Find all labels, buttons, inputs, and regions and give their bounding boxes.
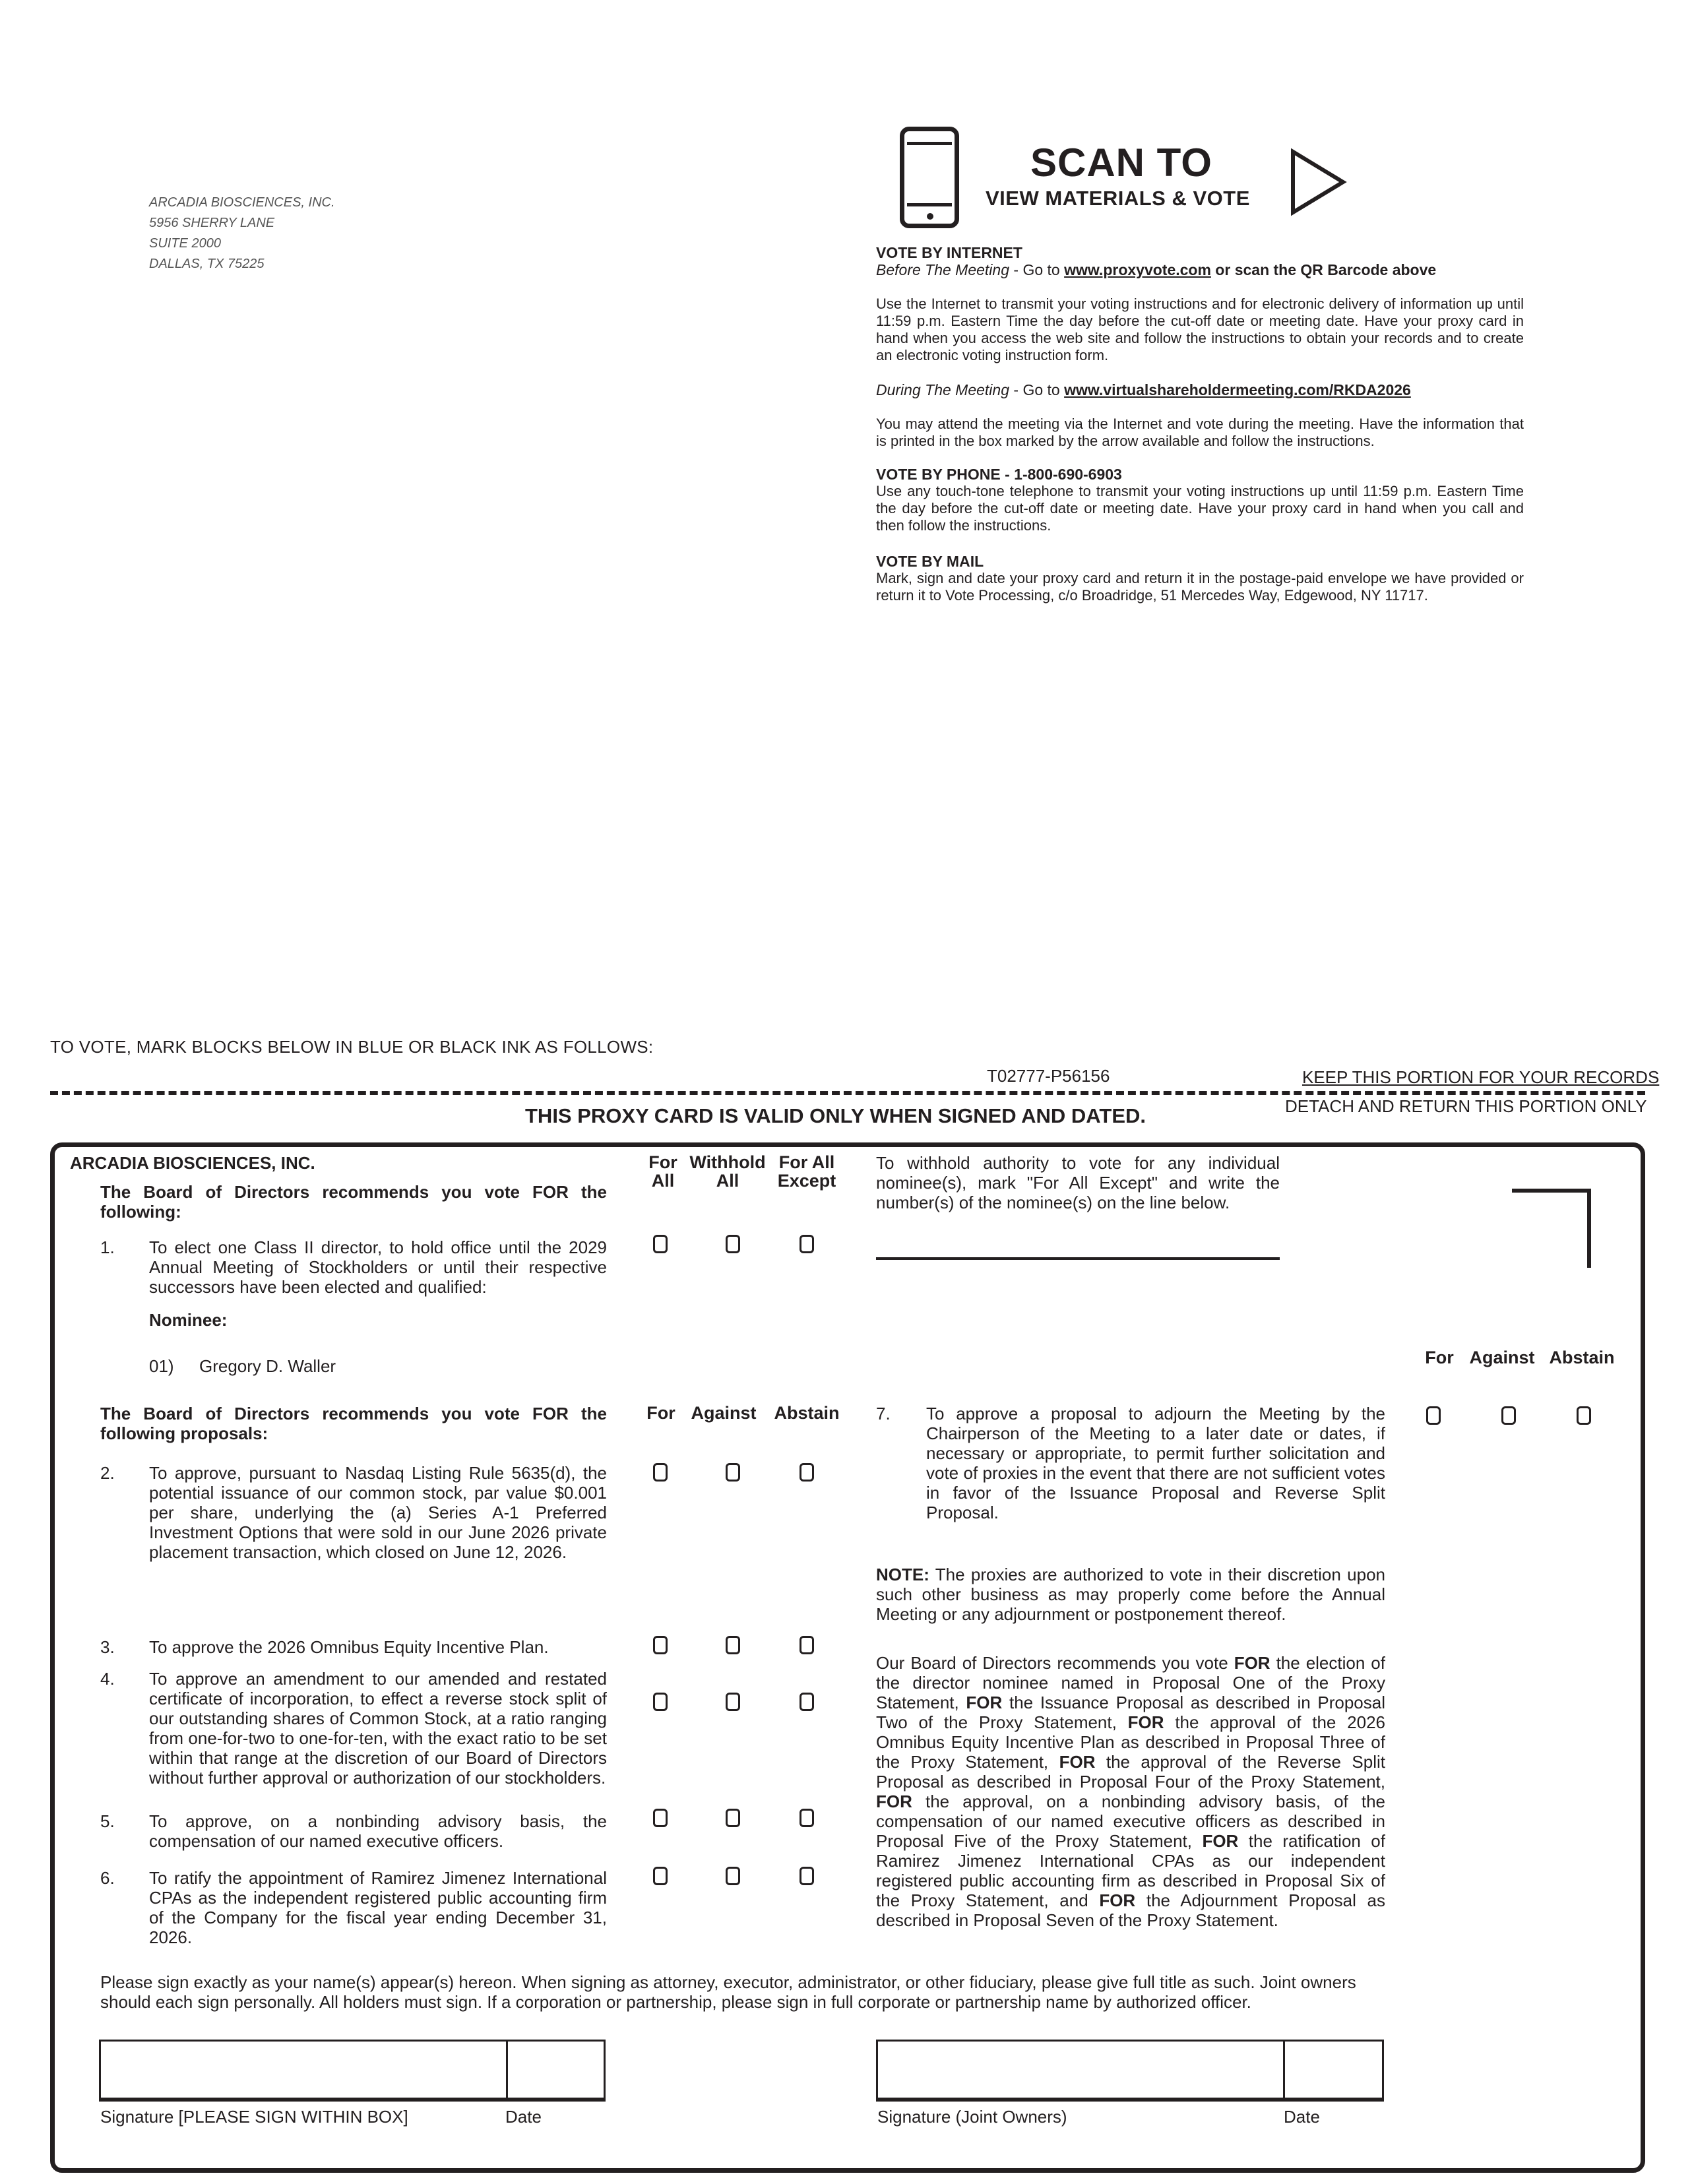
summary-text: the approval of the Reverse Split Proposal as described in Proposal Four of the Proxy Statement, [876, 1752, 1385, 1792]
item-1-for-all-checkbox[interactable] [653, 1235, 668, 1253]
address-line: ARCADIA BIOSCIENCES, INC. [149, 195, 335, 210]
item-2-text: To approve, pursuant to Nasdaq Listing Rule 5635(d), the potential issuance of our common stock, par value $0.001 per share, underlying the (a) Series A-1 Preferred Investment Options that were sold in our June 2026 private placement transaction, which closed on June 12, 2026. [149, 1463, 607, 1562]
item-3-text: To approve the 2026 Omnibus Equity Incentive Plan. [149, 1637, 549, 1657]
before-meeting-line [876, 261, 1524, 278]
summary-text: the ratification of Ramirez Jimenez International CPAs as our independent registered public accounting firm as described in Proposal Six of the Proxy Statement, and [876, 1831, 1385, 1910]
item-4-text: To approve an amendment to our amended and restated certificate of incorporation, to effect a reverse stock split of our outstanding shares of Common Stock, at a ratio ranging from one-for-two to one-for-ten, with the exact ratio to be set within that range at the discretion of our Board of Directors without further approval or authorization of our stockholders. [149, 1669, 607, 1788]
signature-box[interactable] [99, 2040, 606, 2102]
joint-signature-date-divider [1283, 2042, 1285, 2098]
summary-text: the Issuance Proposal as described in Proposal Two of the Proxy Statement, [876, 1693, 1385, 1732]
item-3-against-checkbox[interactable] [726, 1636, 740, 1654]
summary-text: the approval, on a nonbinding advisory basis, of the compensation of our named executive officers as described in Proposal Five of the Proxy Statement, [876, 1792, 1385, 1851]
item-7-against-checkbox[interactable] [1501, 1406, 1516, 1425]
summary-text: Our Board of Directors recommends you vote [876, 1653, 1234, 1673]
summary-text: the approval of the 2026 Omnibus Equity Incentive Plan as described in Proposal Three of the Proxy Statement, [876, 1712, 1385, 1772]
nominee-label: Nominee: [149, 1310, 228, 1330]
during-meeting-line [876, 381, 1524, 398]
note-label: NOTE: [876, 1565, 929, 1584]
item-1-for-all-except-checkbox[interactable] [800, 1235, 814, 1253]
item-1-withhold-all-checkbox[interactable] [726, 1235, 740, 1253]
proxy-card [50, 1142, 1645, 2173]
summary-for: FOR [1202, 1831, 1239, 1851]
item-5-number: 5. [100, 1811, 115, 1831]
vote-mail-heading: VOTE BY MAIL [876, 553, 984, 570]
item-1-number: 1. [100, 1237, 115, 1257]
item-3-for-checkbox[interactable] [653, 1636, 668, 1654]
play-arrow-icon [1289, 148, 1348, 216]
item-3-number: 3. [100, 1637, 115, 1657]
col-for-all: For All [648, 1152, 677, 1191]
virtual-meeting-link[interactable]: www.virtualshareholdermeeting.com/RKDA2026 [1064, 381, 1411, 398]
board-recommendation-2: The Board of Directors recommends you vote FOR the following proposals: [100, 1404, 607, 1443]
col-against: Against [691, 1403, 757, 1423]
col-for-all-except: For All Except [777, 1152, 836, 1191]
internet-body: Use the Internet to transmit your voting instructions and for electronic delivery of information up until 11:59 p.m. Eastern Time the day before the cut-off date or meeting date. Have your proxy card in hand when you access the web site and follow the instructions to obtain your records and to create an electronic voting instruction form. [876, 296, 1524, 363]
address-line: DALLAS, TX 75225 [149, 257, 265, 271]
item-7-text: To approve a proposal to adjourn the Meeting by the Chairperson of the Meeting to a later date or dates, if necessary or appropriate, to permit further solicitation and vote of proxies in the event that there are not sufficient votes in favor of the Issuance Proposal and Reverse Split Proposal. [926, 1404, 1385, 1522]
vote-phone-body: Use any touch-tone telephone to transmit your voting instructions up until 11:59 p.m. Eastern Time the day before the cut-off date or meeting date. Have your proxy card in hand when you call and then follow the instructions. [876, 483, 1524, 534]
address-line: SUITE 2000 [149, 236, 221, 251]
col-for: For [646, 1403, 675, 1423]
item-3-abstain-checkbox[interactable] [800, 1636, 814, 1654]
withhold-instructions: To withhold authority to vote for any individual nominee(s), mark "For All Except" and write the number(s) of the nominee(s) on the line below. [876, 1153, 1280, 1212]
item-5-for-checkbox[interactable] [653, 1809, 668, 1827]
proxyvote-link[interactable]: www.proxyvote.com [1064, 261, 1211, 278]
control-number: T02777-P56156 [987, 1066, 1110, 1086]
item-4-for-checkbox[interactable] [653, 1693, 668, 1711]
item-2-against-checkbox[interactable] [726, 1463, 740, 1482]
item-6-text: To ratify the appointment of Ramirez Jimenez International CPAs as the independent registered public accounting firm of the Company for the fiscal year ending December 31, 2026. [149, 1868, 607, 1947]
item-2-abstain-checkbox[interactable] [800, 1463, 814, 1482]
item-5-abstain-checkbox[interactable] [800, 1809, 814, 1827]
mark-instructions: TO VOTE, MARK BLOCKS BELOW IN BLUE OR BLACK INK AS FOLLOWS: [50, 1037, 654, 1057]
col-withhold-all: Withhold All [689, 1152, 766, 1191]
phone-icon [900, 127, 959, 228]
nominee-write-in-line[interactable] [876, 1257, 1280, 1260]
item-6-abstain-checkbox[interactable] [800, 1867, 814, 1885]
board-recommendation-1: The Board of Directors recommends you vote FOR the following: [100, 1182, 607, 1222]
vote-mail-body: Mark, sign and date your proxy card and return it in the postage-paid envelope we have provided or return it to Vote Processing, c/o Broadridge, 51 Mercedes Way, Edgewood, NY 11717. [876, 570, 1524, 604]
item-2-for-checkbox[interactable] [653, 1463, 668, 1482]
sign-instructions: Please sign exactly as your name(s) appear(s) hereon. When signing as attorney, executor, administrator, or other fiduciary, please give full title as such. Joint owners should each sign personally. All holders must sign. If a corporation or partnership, please sign in full corporate or partnership name by authorized officer. [100, 1972, 1356, 2012]
vote-internet-heading: VOTE BY INTERNET [876, 244, 1022, 261]
summary-text: the Adjournment Proposal as described in Proposal Seven of the Proxy Statement. [876, 1890, 1385, 1930]
signature-date-divider [506, 2042, 508, 2098]
item-7-abstain-checkbox[interactable] [1577, 1406, 1591, 1425]
item-6-against-checkbox[interactable] [726, 1867, 740, 1885]
item-7-number: 7. [876, 1404, 891, 1423]
vote-internet-section [876, 244, 1524, 604]
item-6-for-checkbox[interactable] [653, 1867, 668, 1885]
col-for-7: For [1425, 1348, 1454, 1367]
note [876, 1565, 1385, 1624]
col-against-7: Against [1469, 1348, 1535, 1367]
summary-for: FOR [1234, 1653, 1270, 1673]
summary-for: FOR [1059, 1752, 1096, 1772]
corner-mark [1512, 1189, 1591, 1268]
go-to-text: - Go to [1009, 381, 1065, 398]
item-1-text: To elect one Class II director, to hold office until the 2029 Annual Meeting of Stockholders or until their respective successors have been elected and qualified: [149, 1237, 607, 1297]
vote-phone-heading: VOTE BY PHONE - 1-800-690-6903 [876, 466, 1122, 483]
summary-for: FOR [1099, 1890, 1136, 1910]
qr-hint: or scan the QR Barcode above [1210, 261, 1437, 278]
col-abstain-7: Abstain [1549, 1348, 1615, 1367]
scan-title: SCAN TO [1030, 140, 1212, 185]
during-meeting-label: During The Meeting [876, 381, 1009, 398]
date-label: Date [505, 2107, 542, 2127]
item-4-number: 4. [100, 1669, 115, 1689]
nominee-name: Gregory D. Waller [199, 1356, 336, 1376]
item-2-number: 2. [100, 1463, 115, 1483]
joint-date-label: Date [1284, 2107, 1320, 2127]
keep-portion-label: KEEP THIS PORTION FOR YOUR RECORDS [1302, 1067, 1660, 1087]
return-address [149, 193, 335, 274]
note-text: The proxies are authorized to vote in their discretion upon such other business as may properly come before the Annual Meeting or any adjournment or postponement thereof. [876, 1565, 1385, 1624]
summary-for: FOR [966, 1693, 1003, 1712]
signature-label: Signature [PLEASE SIGN WITHIN BOX] [100, 2107, 408, 2127]
item-5-against-checkbox[interactable] [726, 1809, 740, 1827]
during-meeting-body: You may attend the meeting via the Internet and vote during the meeting. Have the information that is printed in the box marked by the arrow available and follow the instructions. [876, 416, 1524, 449]
before-meeting-label: Before The Meeting [876, 261, 1010, 278]
item-4-against-checkbox[interactable] [726, 1693, 740, 1711]
scan-subtitle: VIEW MATERIALS & VOTE [986, 187, 1250, 210]
go-to-text: - Go to [1009, 261, 1065, 278]
item-5-text: To approve, on a nonbinding advisory basis, the compensation of our named executive officers. [149, 1811, 607, 1851]
address-line: 5956 SHERRY LANE [149, 216, 275, 230]
summary-for: FOR [876, 1792, 912, 1811]
company-name: ARCADIA BIOSCIENCES, INC. [70, 1153, 315, 1173]
board-summary [876, 1653, 1385, 1930]
summary-text: the election of the director nominee named in Proposal One of the Proxy Statement, [876, 1653, 1385, 1712]
nominee-number: 01) [149, 1356, 174, 1376]
col-abstain: Abstain [774, 1403, 840, 1423]
joint-signature-label: Signature (Joint Owners) [877, 2107, 1067, 2127]
detach-portion-label: DETACH AND RETURN THIS PORTION ONLY [1285, 1096, 1647, 1116]
joint-signature-box[interactable] [876, 2040, 1384, 2102]
item-4-abstain-checkbox[interactable] [800, 1693, 814, 1711]
valid-notice: THIS PROXY CARD IS VALID ONLY WHEN SIGNED AND DATED. [525, 1104, 1146, 1127]
item-6-number: 6. [100, 1868, 115, 1888]
summary-for: FOR [1127, 1712, 1164, 1732]
item-7-for-checkbox[interactable] [1426, 1406, 1441, 1425]
detach-line [50, 1091, 1645, 1095]
